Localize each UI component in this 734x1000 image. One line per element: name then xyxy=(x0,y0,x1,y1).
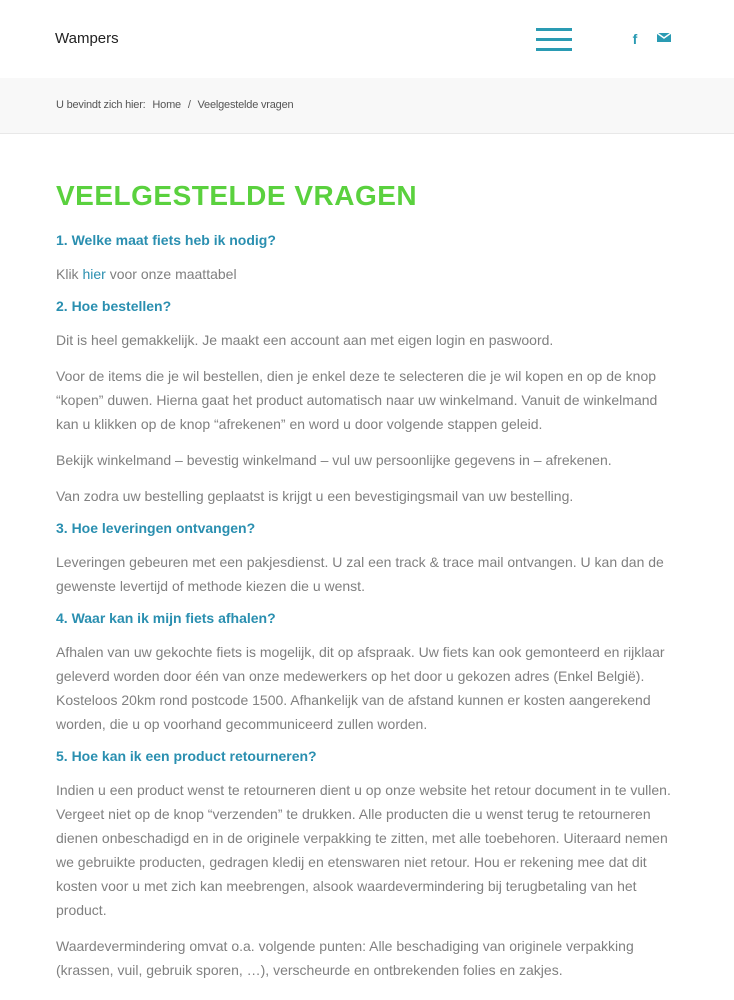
faq-question: 3. Hoe leveringen ontvangen? xyxy=(56,520,256,536)
faq-answer: Van zodra uw bestelling geplaatst is krijgt u een bevestigingsmail van uw bestelling. xyxy=(56,488,574,504)
menu-bar xyxy=(536,48,572,51)
breadcrumb xyxy=(56,99,293,111)
menu-bar xyxy=(536,28,572,31)
breadcrumb-prefix: U bevindt zich hier: xyxy=(56,99,146,111)
faq-answer xyxy=(56,262,681,286)
mail-icon[interactable] xyxy=(656,31,672,43)
breadcrumb-current: Veelgestelde vragen xyxy=(197,99,294,111)
page-title: VEELGESTELDE VRAGEN xyxy=(56,180,418,211)
breadcrumb-separator: / xyxy=(187,99,191,111)
faq-answer: Voor de items die je wil bestellen, dien je enkel deze te selecteren die je wil kopen en op de knop “kopen” duwen. Hierna gaat het product automatisch naar uw winkelmand. Vanuit de winkelmand kan u klikken op de knop “afrekenen” en word u door volgende stappen geleid. xyxy=(56,368,658,432)
faq-answer: Leveringen gebeuren met een pakjesdienst. U zal een track & trace mail ontvangen. U kan dan de gewenste levertijd of methode kiezen die u wenst. xyxy=(56,554,664,594)
faq-question: 4. Waar kan ik mijn fiets afhalen? xyxy=(56,610,276,626)
faq-answer: Indien u een product wenst te retourneren dient u op onze website het retour document in te vullen. Vergeet niet op de knop “verzenden” te drukken. Alle producten die u wenst terug te retourneren dienen onbeschadigd en in de originele verpakking te zitten, met alle toebehoren. Uiteraard nemen we gebruikte producten, gedragen kledij en etenswaren niet retour. Hou er rekening mee dat dit kosten voor u met zich kan meebrengen, alsook waardevermindering bij terugbetaling van het product. xyxy=(56,782,671,918)
breadcrumb-home-link[interactable]: Home xyxy=(152,99,181,111)
faq-answer: Dit is heel gemakkelijk. Je maakt een account aan met eigen login en paswoord. xyxy=(56,332,554,348)
faq-question: 2. Hoe bestellen? xyxy=(56,298,172,314)
faq-question: 1. Welke maat fiets heb ik nodig? xyxy=(56,232,276,248)
size-chart-link[interactable]: hier xyxy=(82,266,106,282)
site-logo[interactable]: Wampers xyxy=(55,30,119,47)
faq-answer: Afhalen van uw gekochte fiets is mogelijk, dit op afspraak. Uw fiets kan ook gemonteerd en rijklaar geleverd worden door één van onze medewerkers op het door u gekozen adres (Enkel België). Kosteloos 20km rond postcode 1500. Afhankelijk van de afstand kunnen er kosten aangerekend worden, die u op voorhand gecommuniceerd zullen worden. xyxy=(56,644,665,732)
faq-answer: Bekijk winkelmand – bevestig winkelmand – vul uw persoonlijke gegevens in – afrekenen. xyxy=(56,452,612,468)
hamburger-menu-icon[interactable] xyxy=(536,26,572,54)
site-header xyxy=(0,0,734,78)
faq-question: 5. Hoe kan ik een product retourneren? xyxy=(56,748,317,764)
menu-bar xyxy=(536,38,572,41)
faq-answer: Waardevermindering omvat o.a. volgende punten: Alle beschadiging van originele verpakking (krassen, vuil, gebruik sporen, …), verscheurde en ontbrekenden folies en zakjes. xyxy=(56,938,634,978)
breadcrumb-bar xyxy=(0,78,734,134)
main-content xyxy=(56,180,681,994)
answer-text: Klik xyxy=(56,266,83,282)
answer-text: voor onze maattabel xyxy=(105,266,237,282)
facebook-icon[interactable]: f xyxy=(632,31,638,47)
